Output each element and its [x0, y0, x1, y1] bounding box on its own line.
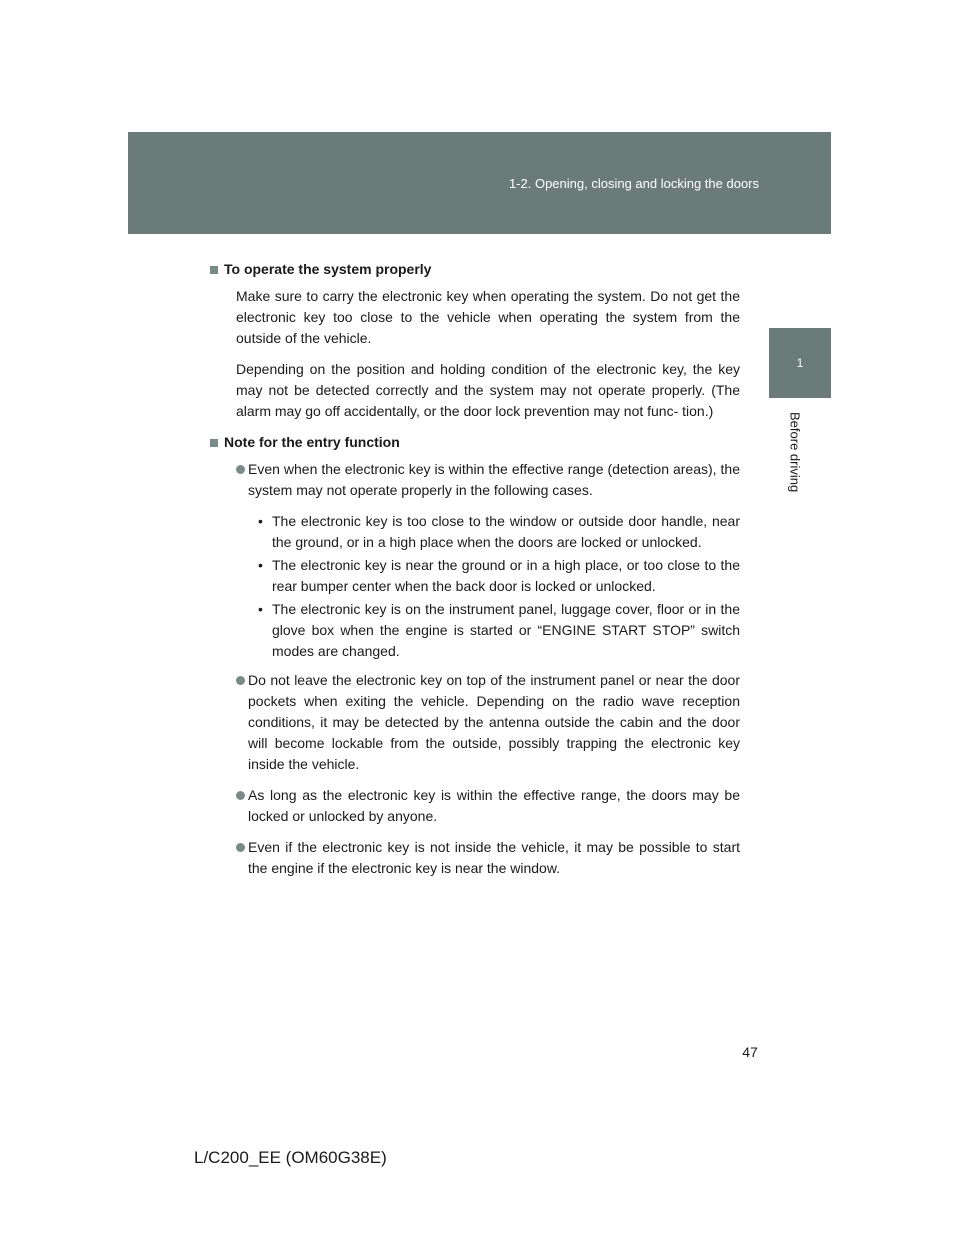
round-bullet-icon [236, 791, 245, 800]
paragraph: Make sure to carry the electronic key when operating the system. Do not get the electronic key too close to the vehicle when operating the system from the outside of the vehicle. [236, 288, 740, 346]
sub-list-item [258, 599, 740, 662]
section-heading [210, 432, 740, 453]
heading-text: To operate the system properly [224, 261, 432, 277]
round-bullet-icon [236, 843, 245, 852]
sub-list-item [258, 555, 740, 597]
list-item-text: Even when the electronic key is within the effective range (detection areas), the system may not operate properly in the following cases. [248, 461, 740, 498]
list-item [248, 459, 740, 501]
heading-text: Note for the entry function [224, 434, 400, 450]
header-band [128, 132, 831, 234]
section-title: 1-2. Opening, closing and locking the doors [508, 176, 759, 191]
list-item [248, 837, 740, 879]
paragraph: Depending on the position and holding condition of the electronic key, the key may not be detected correctly and the system may not operate properly. (The alarm may go off accidentally, or the door lock prevention may not func- tion.) [236, 361, 740, 419]
list-item-text: Do not leave the electronic key on top of the instrument panel or near the door pockets when exiting the vehicle. Depending on the radio wave reception conditions, it may be detected by the antenna outside the cabin and the door will become lockable from the outside, possibly trapping the electronic key inside the vehicle. [248, 672, 740, 772]
sub-list-item-text: The electronic key is on the instrument panel, luggage cover, floor or in the glove box when the engine is started or “ENGINE START STOP” switch modes are changed. [272, 601, 740, 659]
dot-marker-icon: • [258, 557, 263, 573]
list-item-text: Even if the electronic key is not inside the vehicle, it may be possible to start the engine if the electronic key is near the window. [248, 839, 740, 876]
page-content [210, 259, 740, 889]
page-number: 47 [742, 1044, 758, 1060]
square-bullet-icon [210, 439, 218, 447]
sub-list-item-text: The electronic key is too close to the window or outside door handle, near the ground, or in a high place when the doors are locked or unlocked. [272, 513, 740, 550]
list-item [248, 670, 740, 775]
list-item [248, 785, 740, 827]
list-item-text: As long as the electronic key is within the effective range, the doors may be locked or unlocked by anyone. [248, 787, 740, 824]
sub-list [210, 511, 740, 662]
chapter-tab [769, 328, 831, 398]
section-heading [210, 259, 740, 280]
round-bullet-icon [236, 465, 245, 474]
sub-list-item-text: The electronic key is near the ground or in a high place, or too close to the rear bumper center when the back door is locked or unlocked. [272, 557, 740, 594]
sub-list-item [258, 511, 740, 553]
dot-marker-icon: • [258, 513, 263, 529]
square-bullet-icon [210, 266, 218, 274]
chapter-label: Before driving [787, 411, 803, 493]
document-code: L/C200_EE (OM60G38E) [194, 1148, 387, 1167]
chapter-number: 1 [796, 356, 804, 370]
round-bullet-icon [236, 676, 245, 685]
dot-marker-icon: • [258, 601, 263, 617]
